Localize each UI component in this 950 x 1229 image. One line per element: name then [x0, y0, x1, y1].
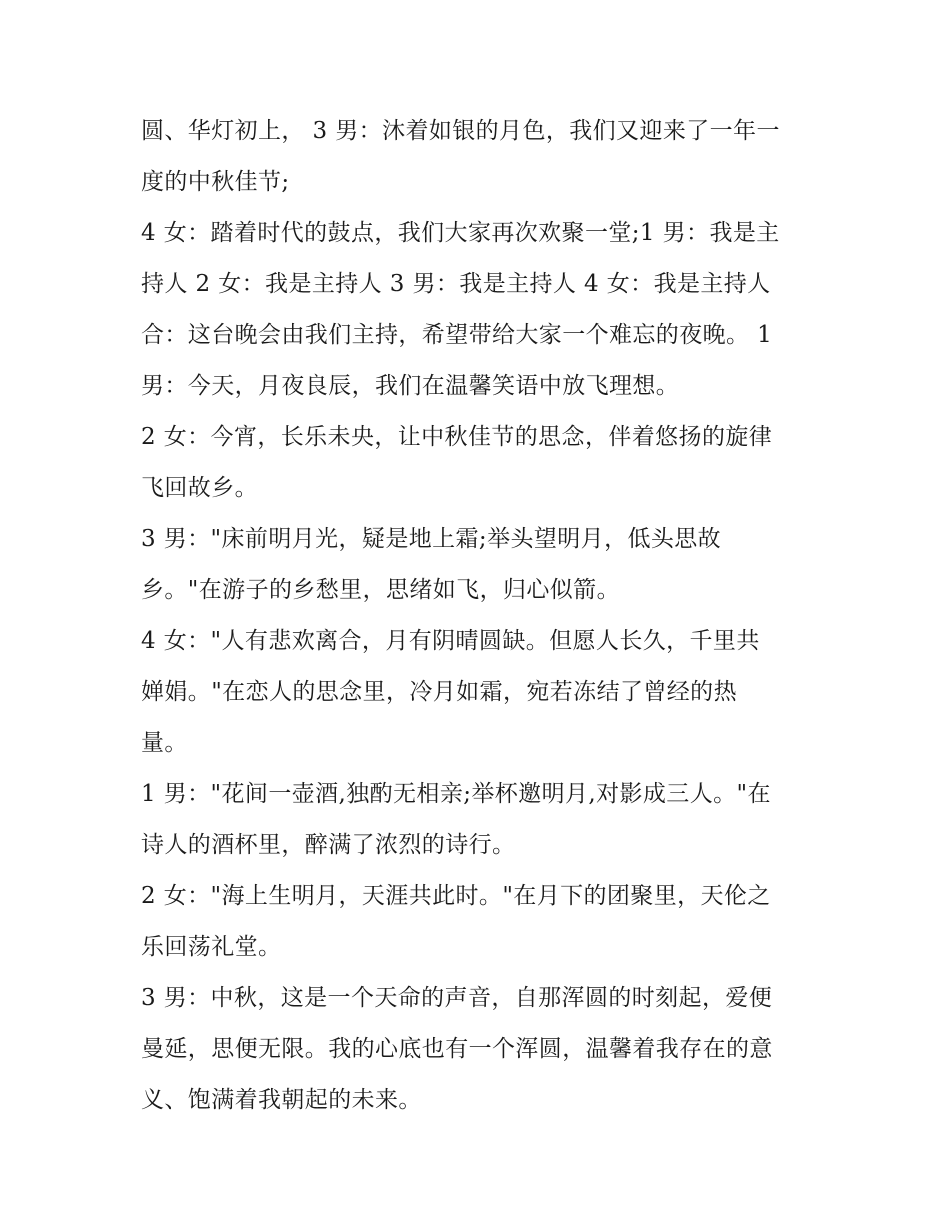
text-line: 义、饱满着我朝起的未来。	[141, 1087, 422, 1113]
text-line: 圆、华灯初上， 3 男：沐着如银的月色，我们又迎来了一年一	[141, 118, 780, 144]
text-line: 4 女：踏着时代的鼓点，我们大家再次欢聚一堂;1 男：我是主	[141, 220, 780, 246]
text-line: 4 女："人有悲欢离合，月有阴晴圆缺。但愿人长久，千里共	[141, 628, 760, 654]
text-line: 1 男："花间一壶酒,独酌无相亲;举杯邀明月,对影成三人。"在	[141, 781, 771, 807]
text-line: 合：这台晚会由我们主持，希望带给大家一个难忘的夜晚。 1	[141, 322, 773, 348]
text-line: 婵娟。"在恋人的思念里，冷月如霜，宛若冻结了曾经的热	[141, 679, 737, 705]
text-line: 诗人的酒杯里，醉满了浓烈的诗行。	[141, 832, 516, 858]
text-line: 男：今天，月夜良辰，我们在温馨笑语中放飞理想。	[141, 373, 680, 399]
text-line: 2 女：今宵，长乐未央，让中秋佳节的思念，伴着悠扬的旋律	[141, 424, 773, 450]
text-line: 乡。"在游子的乡愁里，思绪如飞，归心似箭。	[141, 577, 620, 603]
text-line: 量。	[141, 730, 188, 756]
text-line: 乐回荡礼堂。	[141, 934, 282, 960]
text-line: 飞回故乡。	[141, 475, 258, 501]
text-line: 持人 2 女：我是主持人 3 男：我是主持人 4 女：我是主持人	[141, 271, 771, 297]
text-line: 3 男：中秋，这是一个天命的声音，自那浑圆的时刻起，爱便	[141, 985, 773, 1011]
text-line: 曼延，思便无限。我的心底也有一个浑圆，温馨着我存在的意	[141, 1036, 773, 1062]
text-line: 3 男："床前明月光，疑是地上霜;举头望明月，低头思故	[141, 526, 722, 552]
text-line: 度的中秋佳节;	[141, 169, 290, 195]
script-text-body	[141, 106, 831, 1126]
text-line: 2 女："海上生明月，天涯共此时。"在月下的团聚里，天伦之	[141, 883, 771, 909]
